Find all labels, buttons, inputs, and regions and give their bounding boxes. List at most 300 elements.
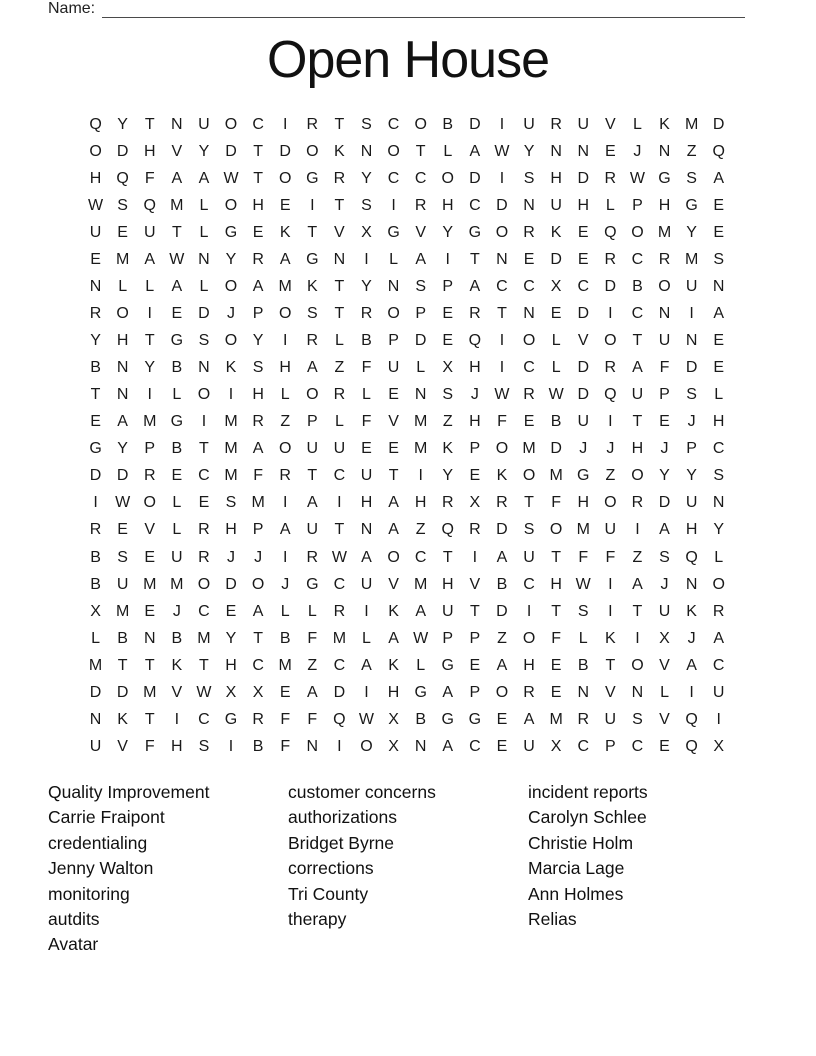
grid-letter: D	[333, 683, 346, 701]
grid-letter: P	[632, 196, 643, 214]
grid-letter: Z	[307, 656, 318, 674]
grid-letter: N	[685, 332, 698, 350]
grid-letter: U	[685, 277, 698, 295]
grid-letter: N	[658, 142, 671, 160]
grid-letter: J	[687, 413, 696, 431]
grid-letter: G	[577, 467, 590, 485]
grid-letter: N	[387, 277, 400, 295]
grid-letter: O	[224, 277, 238, 295]
grid-letter: S	[252, 359, 264, 377]
grid-letter: D	[577, 359, 590, 377]
grid-letter: V	[171, 683, 183, 701]
grid-letter: E	[279, 683, 291, 701]
grid-letter: P	[469, 683, 481, 701]
grid-letter: W	[358, 710, 375, 728]
grid-letter: T	[307, 223, 318, 241]
grid-letter: C	[631, 737, 644, 755]
grid-letter: K	[550, 223, 562, 241]
grid-letter: I	[93, 494, 98, 512]
grid-letter: T	[253, 629, 263, 647]
grid-letter: R	[604, 169, 617, 187]
grid-letter: T	[144, 115, 155, 133]
grid-letter: E	[442, 304, 454, 322]
grid-letter: C	[712, 656, 725, 674]
grid-letter: U	[523, 548, 535, 566]
grid-letter: R	[441, 494, 454, 512]
grid-letter: J	[470, 386, 479, 404]
grid-letter: C	[198, 602, 210, 620]
grid-letter: S	[659, 548, 670, 566]
grid-letter: F	[605, 548, 616, 566]
grid-letter: X	[252, 683, 264, 701]
grid-letter: C	[387, 169, 400, 187]
grid-letter: E	[713, 223, 725, 241]
grid-letter: J	[606, 440, 615, 458]
grid-letter: Y	[442, 223, 454, 241]
grid-letter: L	[118, 277, 128, 295]
grid-letter: A	[713, 304, 725, 322]
grid-letter: H	[360, 494, 373, 512]
grid-letter: G	[441, 710, 454, 728]
grid-letter: I	[608, 602, 613, 620]
grid-letter: A	[632, 575, 643, 593]
grid-letter: D	[658, 494, 671, 512]
grid-letter: X	[550, 277, 562, 295]
grid-letter: S	[225, 494, 237, 512]
word-item: autdits	[48, 909, 100, 930]
grid-letter: M	[414, 575, 428, 593]
word-item: incident reports	[528, 782, 648, 802]
grid-letter: L	[307, 602, 317, 620]
grid-letter: B	[632, 277, 643, 295]
grid-letter: M	[115, 250, 130, 268]
grid-letter: I	[716, 710, 721, 728]
grid-letter: H	[523, 656, 535, 674]
grid-letter: A	[713, 169, 725, 187]
grid-letter: G	[170, 413, 184, 431]
word-list-column	[528, 780, 648, 932]
grid-letter: Y	[442, 467, 454, 485]
grid-letter: A	[306, 683, 318, 701]
grid-letter: Q	[685, 548, 698, 566]
grid-letter: B	[279, 629, 291, 647]
grid-letter: I	[364, 250, 369, 268]
grid-letter: L	[199, 223, 209, 241]
word-item: Quality Improvement	[48, 782, 210, 802]
grid-letter: H	[441, 196, 454, 214]
grid-letter: X	[361, 223, 372, 241]
grid-letter: Q	[604, 223, 617, 241]
grid-letter: D	[116, 467, 129, 485]
grid-letter: N	[631, 683, 644, 701]
grid-letter: F	[280, 737, 291, 755]
grid-letter: V	[388, 575, 399, 593]
grid-letter: E	[171, 304, 183, 322]
grid-letter: B	[496, 575, 508, 593]
grid-letter: Z	[686, 142, 697, 160]
grid-letter: A	[469, 142, 481, 160]
grid-letter: C	[469, 737, 481, 755]
grid-letter: H	[577, 494, 590, 512]
grid-letter: D	[116, 683, 129, 701]
grid-letter: L	[416, 656, 426, 674]
grid-letter: U	[441, 602, 454, 620]
grid-letter: R	[333, 602, 346, 620]
grid-letter: U	[577, 115, 590, 133]
grid-letter: E	[252, 223, 264, 241]
grid-letter: I	[228, 737, 234, 755]
grid-letter: U	[604, 710, 617, 728]
grid-letter: R	[360, 304, 373, 322]
grid-letter: H	[225, 656, 237, 674]
grid-letter: I	[445, 250, 450, 268]
grid-letter: W	[548, 386, 564, 404]
grid-letter: L	[172, 494, 182, 512]
grid-letter: O	[712, 575, 725, 593]
grid-letter: A	[442, 683, 454, 701]
grid-letter: U	[171, 548, 183, 566]
grid-letter: H	[550, 575, 562, 593]
grid-letter: Y	[361, 169, 372, 187]
grid-letter: T	[199, 656, 209, 674]
grid-letter: L	[334, 413, 344, 431]
grid-letter: B	[415, 710, 426, 728]
grid-letter: R	[523, 223, 535, 241]
grid-letter: Q	[604, 386, 617, 404]
grid-letter: J	[687, 629, 696, 647]
grid-letter: V	[659, 710, 670, 728]
grid-letter: T	[307, 467, 318, 485]
grid-letter: T	[253, 142, 263, 160]
grid-letter: S	[632, 710, 643, 728]
grid-letter: I	[418, 467, 423, 485]
word-item: Christie Holm	[528, 832, 634, 853]
grid-letter: A	[361, 656, 372, 674]
grid-letter: S	[442, 386, 454, 404]
grid-letter: M	[143, 683, 157, 701]
grid-letter: T	[144, 332, 155, 350]
grid-letter: C	[387, 115, 400, 133]
grid-letter: P	[252, 521, 264, 539]
grid-letter: M	[522, 440, 536, 458]
grid-letter: F	[578, 548, 589, 566]
grid-letter: T	[199, 440, 209, 458]
grid-letter: I	[526, 602, 532, 620]
grid-letter: G	[306, 169, 319, 187]
grid-letter: O	[631, 467, 644, 485]
grid-letter: A	[279, 250, 291, 268]
grid-letter: O	[278, 169, 292, 187]
grid-letter: V	[604, 683, 616, 701]
grid-letter: L	[172, 521, 182, 539]
grid-letter: N	[360, 521, 373, 539]
grid-letter: M	[170, 196, 184, 214]
grid-letter: G	[685, 196, 698, 214]
grid-letter: T	[497, 304, 507, 322]
grid-letter: Q	[89, 115, 102, 133]
grid-letter: O	[224, 332, 238, 350]
grid-letter: M	[115, 602, 130, 620]
grid-letter: R	[89, 304, 102, 322]
grid-letter: S	[686, 169, 697, 187]
grid-letter: U	[333, 440, 346, 458]
word-lists	[48, 780, 768, 960]
grid-letter: U	[360, 575, 373, 593]
grid-letter: E	[496, 737, 508, 755]
grid-letter: F	[551, 494, 562, 512]
grid-letter: X	[90, 602, 101, 620]
grid-letter: Y	[686, 467, 697, 485]
grid-letter: W	[169, 250, 185, 268]
grid-letter: T	[334, 196, 345, 214]
grid-letter: A	[388, 521, 399, 539]
grid-letter: H	[116, 332, 129, 350]
grid-letter: J	[281, 575, 290, 593]
grid-letter: U	[658, 602, 671, 620]
grid-letter: C	[631, 304, 644, 322]
grid-letter: I	[282, 548, 288, 566]
grid-letter: Q	[333, 710, 346, 728]
grid-letter: X	[469, 494, 481, 512]
grid-letter: P	[686, 440, 697, 458]
grid-letter: R	[198, 548, 210, 566]
grid-letter: B	[171, 440, 183, 458]
grid-letter: H	[414, 494, 427, 512]
grid-letter: R	[712, 602, 725, 620]
grid-letter: X	[550, 737, 562, 755]
grid-letter: I	[147, 304, 152, 322]
grid-letter: I	[608, 413, 613, 431]
grid-letter: N	[116, 386, 129, 404]
grid-letter: E	[117, 223, 128, 241]
grid-letter: A	[415, 250, 426, 268]
grid-letter: Y	[144, 359, 156, 377]
grid-letter: P	[306, 413, 318, 431]
grid-letter: A	[632, 359, 643, 377]
grid-letter: U	[198, 115, 210, 133]
word-item: Jenny Walton	[48, 858, 154, 879]
grid-letter: C	[712, 440, 725, 458]
grid-letter: H	[252, 196, 264, 214]
grid-letter: Y	[117, 440, 128, 458]
name-label: Name:	[48, 0, 96, 17]
grid-letter: A	[171, 169, 183, 187]
grid-letter: Y	[686, 223, 697, 241]
grid-letter: Q	[116, 169, 129, 187]
grid-letter: C	[523, 575, 535, 593]
grid-letter: Y	[252, 332, 264, 350]
grid-letter: D	[469, 169, 481, 187]
grid-letter: L	[632, 115, 642, 133]
grid-letter: N	[414, 386, 427, 404]
grid-letter: N	[306, 737, 319, 755]
grid-letter: V	[388, 413, 399, 431]
grid-letter: Y	[713, 521, 725, 539]
grid-letter: R	[198, 521, 210, 539]
grid-letter: A	[415, 602, 426, 620]
grid-letter: A	[686, 656, 697, 674]
grid-letter: E	[550, 656, 562, 674]
grid-letter: Q	[712, 142, 725, 160]
word-item: monitoring	[48, 883, 130, 904]
grid-letter: G	[414, 683, 427, 701]
grid-letter: F	[307, 629, 318, 647]
grid-letter: F	[659, 359, 670, 377]
grid-letter: Z	[415, 521, 426, 539]
grid-letter: X	[388, 710, 399, 728]
grid-letter: T	[605, 656, 616, 674]
grid-letter: F	[307, 710, 318, 728]
grid-letter: J	[227, 304, 236, 322]
grid-letter: R	[252, 250, 264, 268]
letter-grid	[82, 111, 732, 761]
grid-letter: A	[523, 710, 535, 728]
grid-letter: M	[224, 440, 238, 458]
grid-letter: R	[143, 467, 156, 485]
grid-letter: U	[712, 683, 725, 701]
grid-letter: U	[523, 115, 535, 133]
grid-letter: L	[362, 629, 371, 647]
grid-letter: W	[629, 169, 645, 187]
word-list-column	[48, 780, 209, 958]
grid-letter: B	[90, 359, 101, 377]
grid-letter: L	[551, 332, 561, 350]
grid-letter: Y	[361, 277, 372, 295]
grid-letter: M	[576, 521, 590, 539]
grid-letter: E	[279, 196, 291, 214]
word-item: credentialing	[48, 832, 148, 853]
grid-letter: F	[144, 169, 155, 187]
grid-letter: B	[117, 629, 128, 647]
grid-letter: Z	[605, 467, 616, 485]
grid-letter: I	[499, 332, 505, 350]
grid-letter: S	[713, 467, 725, 485]
grid-letter: H	[658, 196, 671, 214]
grid-letter: N	[198, 359, 210, 377]
grid-letter: D	[550, 250, 562, 268]
grid-letter: R	[414, 196, 427, 214]
grid-letter: B	[577, 656, 589, 674]
word-item: corrections	[288, 858, 374, 879]
grid-letter: A	[361, 548, 372, 566]
grid-letter: V	[659, 656, 670, 674]
grid-letter: Y	[90, 332, 101, 350]
grid-letter: V	[117, 737, 128, 755]
grid-letter: N	[496, 250, 508, 268]
grid-letter: C	[198, 710, 210, 728]
grid-letter: A	[388, 629, 399, 647]
grid-letter: E	[713, 332, 725, 350]
grid-letter: B	[171, 359, 183, 377]
grid-letter: M	[197, 629, 211, 647]
grid-letter: Q	[685, 737, 698, 755]
name-blank-line	[102, 0, 745, 18]
grid-letter: Z	[497, 629, 507, 647]
grid-letter: O	[495, 223, 509, 241]
grid-letter: W	[494, 386, 510, 404]
grid-letter: O	[522, 629, 536, 647]
grid-letter: S	[198, 332, 210, 350]
grid-letter: O	[631, 223, 644, 241]
grid-letter: H	[631, 440, 644, 458]
grid-letter: U	[550, 196, 562, 214]
grid-letter: N	[712, 277, 725, 295]
grid-letter: E	[469, 656, 481, 674]
grid-letter: U	[387, 359, 400, 377]
grid-letter: G	[658, 169, 671, 187]
grid-letter: D	[496, 602, 508, 620]
grid-letter: A	[252, 440, 264, 458]
grid-letter: T	[632, 602, 643, 620]
grid-letter: K	[334, 142, 345, 160]
grid-letter: J	[227, 548, 236, 566]
grid-letter: T	[524, 494, 534, 512]
grid-letter: W	[196, 683, 212, 701]
grid-letter: B	[90, 575, 101, 593]
grid-letter: A	[496, 548, 508, 566]
grid-letter: R	[333, 169, 346, 187]
grid-letter: U	[89, 737, 102, 755]
grid-letter: L	[172, 386, 182, 404]
grid-letter: H	[252, 386, 264, 404]
grid-letter: E	[171, 467, 183, 485]
grid-letter: O	[306, 386, 319, 404]
grid-letter: E	[523, 413, 535, 431]
grid-letter: R	[469, 521, 481, 539]
grid-letter: P	[388, 332, 399, 350]
grid-letter: S	[523, 169, 535, 187]
grid-letter: I	[310, 196, 315, 214]
grid-letter: O	[631, 656, 644, 674]
grid-letter: D	[225, 575, 237, 593]
grid-letter: P	[442, 277, 454, 295]
grid-letter: H	[441, 575, 454, 593]
grid-letter: K	[496, 467, 508, 485]
grid-letter: P	[469, 629, 481, 647]
grid-letter: G	[441, 656, 454, 674]
grid-letter: T	[469, 250, 480, 268]
grid-letter: L	[280, 602, 290, 620]
grid-letter: B	[252, 737, 264, 755]
grid-letter: P	[659, 386, 670, 404]
grid-letter: A	[659, 521, 670, 539]
grid-letter: F	[551, 629, 562, 647]
grid-letter: J	[254, 548, 263, 566]
grid-letter: C	[577, 737, 590, 755]
grid-letter: J	[660, 575, 669, 593]
grid-letter: O	[360, 737, 373, 755]
grid-letter: L	[443, 142, 453, 160]
grid-letter: A	[388, 494, 399, 512]
grid-letter: S	[577, 602, 589, 620]
grid-letter: A	[306, 494, 318, 512]
grid-letter: H	[577, 196, 590, 214]
grid-letter: N	[658, 304, 671, 322]
grid-letter: D	[712, 115, 725, 133]
grid-letter: I	[499, 169, 505, 187]
word-item: Relias	[528, 909, 577, 930]
grid-letter: M	[684, 250, 699, 268]
grid-letter: U	[577, 413, 590, 431]
grid-letter: T	[442, 548, 453, 566]
grid-letter: S	[361, 115, 372, 133]
grid-letter: B	[442, 115, 454, 133]
grid-letter: I	[282, 332, 288, 350]
grid-letter: I	[608, 575, 613, 593]
grid-letter: L	[389, 250, 399, 268]
grid-letter: A	[252, 602, 264, 620]
grid-letter: U	[523, 737, 535, 755]
